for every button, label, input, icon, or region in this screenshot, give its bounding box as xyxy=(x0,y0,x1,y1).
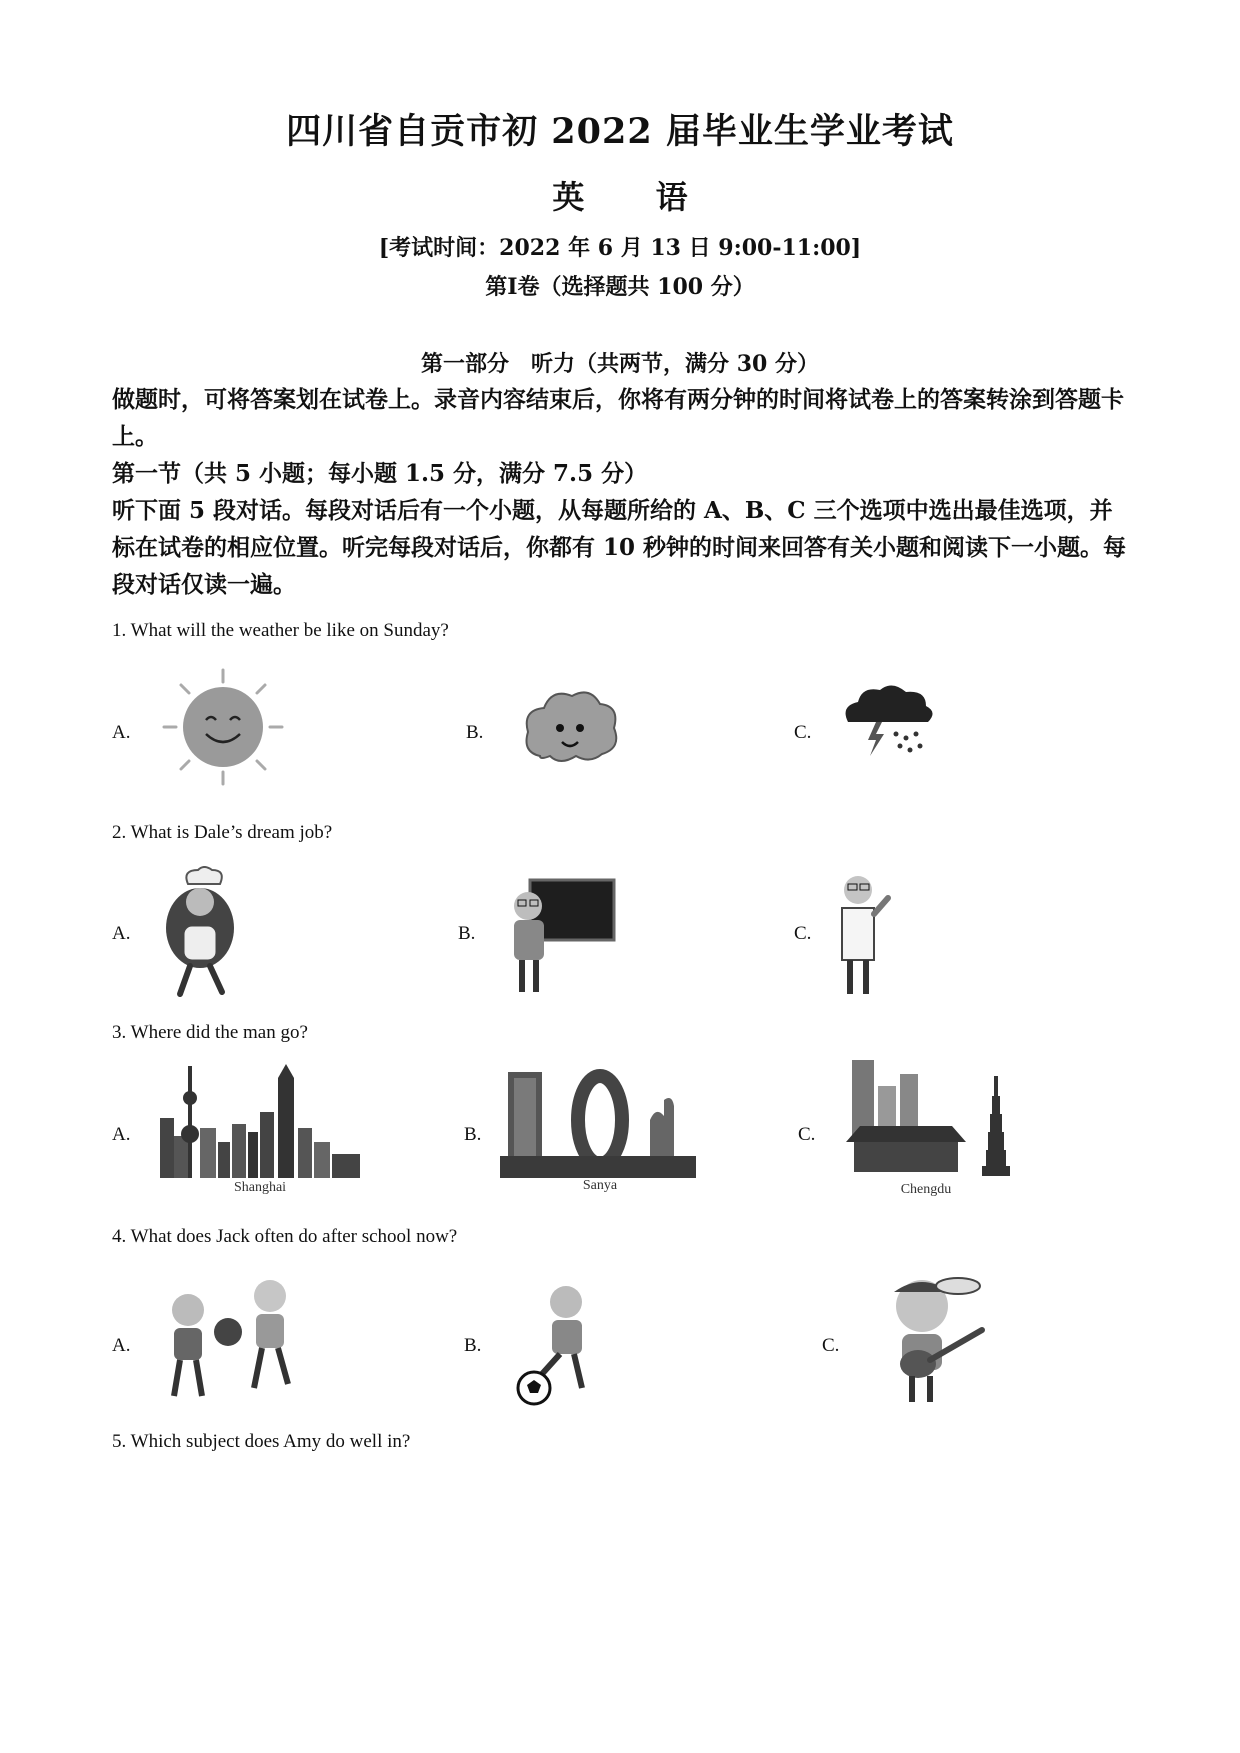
sanya-skyline-image xyxy=(500,1060,696,1178)
guitar-player-image xyxy=(868,1272,1000,1406)
soccer-player-image xyxy=(516,1280,616,1408)
question-4: 4. What does Jack often do after school now? xyxy=(112,1226,458,1247)
question-1: 1. What will the weather be like on Sunday? xyxy=(112,620,449,641)
part-one-heading: 第一部分 听力（共两节，满分 30 分） xyxy=(421,351,819,377)
chengdu-skyline-image xyxy=(836,1056,1032,1180)
cloud-image xyxy=(520,686,620,772)
q1-option-b[interactable]: B. xyxy=(466,722,484,743)
question-5: 5. Which subject does Amy do well in? xyxy=(112,1431,411,1452)
q3-option-c[interactable]: C. xyxy=(798,1124,816,1145)
q3-caption-c: Chengdu xyxy=(900,1182,952,1197)
q3-caption-b: Sanya xyxy=(582,1178,618,1193)
question-3: 3. Where did the man go? xyxy=(112,1022,308,1043)
q4-option-c[interactable]: C. xyxy=(822,1335,840,1356)
q3-option-b[interactable]: B. xyxy=(464,1124,482,1145)
section-one-instruction: 听下面 5 段对话。每段对话后有一个小题，从每题所给的 A、B、C 三个选项中选出最佳选项，并标在试卷的相应位置。听完每段对话后，你都有 10 秒钟的时间来回答有关小题和阅读下一小题。每段对话仅读一遍。 xyxy=(112,497,1127,598)
doctor-image xyxy=(822,868,912,998)
q4-option-a[interactable]: A. xyxy=(112,1335,131,1356)
q2-option-a[interactable]: A. xyxy=(112,923,131,944)
q4-option-b[interactable]: B. xyxy=(464,1335,482,1356)
exam-title: 四川省自贡市初 2022 届毕业生学业考试 xyxy=(286,111,954,152)
q3-caption-a: Shanghai xyxy=(233,1180,287,1195)
q3-option-a[interactable]: A. xyxy=(112,1124,131,1145)
sun-image xyxy=(158,668,288,786)
chef-image xyxy=(160,866,240,998)
question-2: 2. What is Dale’s dream job? xyxy=(112,822,333,843)
volume-heading: 第Ⅰ卷（选择题共 100 分） xyxy=(485,274,755,300)
shanghai-skyline-image xyxy=(160,1058,360,1178)
part-one-instruction: 做题时，可将答案划在试卷上。录音内容结束后，你将有两分钟的时间将试卷上的答案转涂到答题卡上。 xyxy=(112,386,1124,450)
storm-image xyxy=(838,682,938,762)
q1-option-a[interactable]: A. xyxy=(112,722,131,743)
q2-option-c[interactable]: C. xyxy=(794,923,812,944)
section-one-heading: 第一节（共 5 小题；每小题 1.5 分，满分 7.5 分） xyxy=(112,460,648,487)
subject-title: 英 语 xyxy=(552,178,718,216)
teacher-image xyxy=(504,872,616,996)
basketball-players-image xyxy=(158,1274,308,1402)
q1-option-c[interactable]: C. xyxy=(794,722,812,743)
exam-time: [考试时间：2022 年 6 月 13 日 9:00-11:00] xyxy=(378,235,862,261)
q2-option-b[interactable]: B. xyxy=(458,923,476,944)
